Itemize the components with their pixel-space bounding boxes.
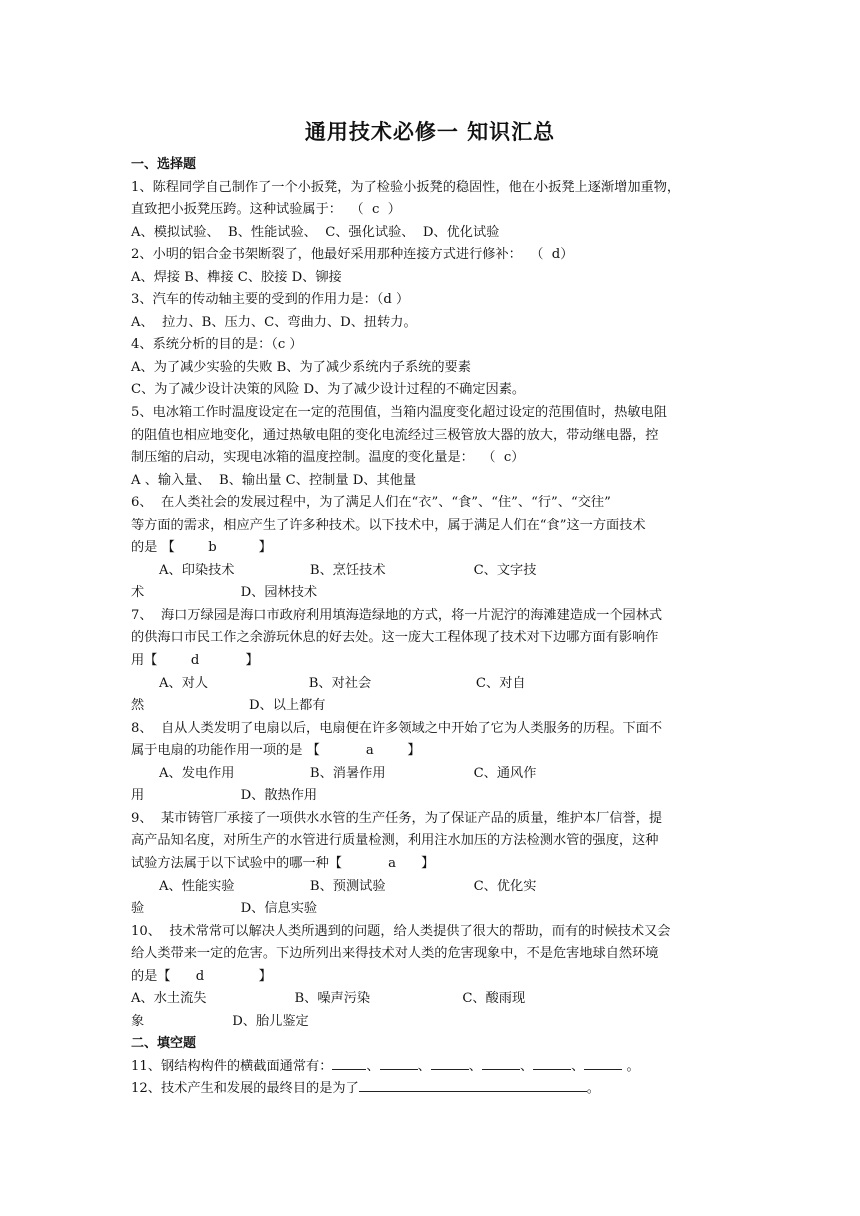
question-4-options-2: C、为了减少设计决策的风险 D、为了减少设计过程的不确定因素。 [131,382,526,398]
question-3-line: 3、汽车的传动轴主要的受到的作用力是：（d ） [131,292,410,308]
question-8-options-1: A、发电作用 B、消暑作用 C、通风作 [159,765,537,781]
question-5-line-2: 的阻值也相应地变化，通过热敏电阻的变化电流经过三极管放大器的放大，带动继电器，控 [131,427,659,443]
question-9-options-2: 验 D、信息实验 [131,901,318,917]
answer-blank[interactable] [431,1056,469,1070]
question-10-options-1: A、水土流失 B、噪声污染 C、酸雨现 [131,991,526,1007]
section-heading-choice: 一、选择题 [131,157,197,172]
page-title: 通用技术必修一 知识汇总 [304,120,556,144]
question-10-options-2: 象 D、胎儿鉴定 [131,1013,309,1029]
question-12-text: 12、技术产生和发展的最终目的是为了 [131,1081,359,1097]
question-5-options: A 、输入量、 B、输出量 C、控制量 D、其他量 [131,472,417,488]
separator: 、 [417,1058,431,1074]
answer-blank[interactable] [533,1056,571,1070]
answer-blank[interactable] [482,1056,520,1070]
question-4-options-1: A、为了减少实验的失败 B、为了减少系统内子系统的要素 [131,359,471,375]
answer-blank[interactable] [332,1056,366,1070]
answer-blank[interactable] [380,1056,418,1070]
question-9-line-2: 高产品知名度，对所生产的水管进行质量检测，利用注水加压的方法检测水管的强度，这种 [131,833,659,849]
question-1-line-1: 1、陈程同学自己制作了一个小扳凳，为了检验小扳凳的稳固性，他在小扳凳上逐渐增加重物， [131,179,681,195]
question-7-options-1: A、对人 B、对社会 C、对自 [159,675,526,691]
question-5-line-3: 制压缩的启动，实现电冰箱的温度控制。温度的变化量是： （ c） [131,450,525,466]
question-11-text: 11、钢结构构件的横截面通常有： [131,1058,333,1074]
question-6-line-2: 等方面的需求，相应产生了许多种技术。以下技术中，属于满足人们在“食”这一方面技术 [131,517,646,533]
question-10-line-1: 10、 技术常常可以解决人类所遇到的问题，给人类提供了很大的帮助，而有的时候技术又会 [131,923,671,939]
question-1-options: A、模拟试验、 B、性能试验、 C、强化试验、 D、优化试验 [131,224,500,240]
question-8-line-1: 8、 自从人类发明了电扇以后，电扇便在许多领域之中开始了它为人类服务的历程。下面不 [131,720,663,736]
question-2-options: A、焊接 B、榫接 C、胶接 D、铆接 [131,269,342,285]
question-12-end: 。 [586,1081,600,1097]
question-9-line-1: 9、 某市铸管厂承接了一项供水水管的生产任务，为了保证产品的质量，维护本厂信誉，提 [131,810,663,826]
question-7-options-2: 然 D、以上都有 [131,698,326,714]
answer-blank[interactable] [584,1056,622,1070]
question-6-options-1: A、印染技术 B、烹饪技术 C、文字技 [159,562,537,578]
question-7-line-3: 用【 d 】 [131,653,259,669]
separator: 、 [519,1058,534,1074]
question-1-line-2: 直致把小扳凳压跨。这种试验属于： （ c ） [131,202,401,218]
answer-blank[interactable] [359,1078,587,1092]
question-10-line-3: 的是【 d 】 [131,968,272,984]
question-9-line-3: 试验方法属于以下试验中的哪一种【 a 】 [131,855,435,871]
question-3-options: A、 拉力、B、压力、C、弯曲力、D、扭转力。 [131,314,417,330]
question-6-options-2: 术 D、园林技术 [131,585,318,601]
question-10-line-2: 给人类带来一定的危害。下边所列出来得技术对人类的危害现象中，不是危害地球自然环境 [131,946,659,962]
document-body [131,154,731,1101]
question-9-options-1: A、性能实验 B、预测试验 C、优化实 [159,878,537,894]
question-7-line-1: 7、 海口万绿园是海口市政府利用填海造绿地的方式，将一片泥泞的海滩建造成一个园林式 [131,607,663,623]
question-7-line-2: 的供海口市民工作之余游玩休息的好去处。这一庞大工程体现了技术对下边哪方面有影响作 [131,630,659,646]
question-6-line-1: 6、 在人类社会的发展过程中，为了满足人们在“衣”、“食”、“住”、“行”、“交往” [131,495,611,511]
separator: 、 [366,1058,380,1074]
question-8-options-2: 用 D、散热作用 [131,788,318,804]
question-2-line: 2、小明的铝合金书架断裂了，他最好采用那种连接方式进行修补： （ d） [131,247,574,263]
separator: 、 [571,1058,585,1074]
question-6-line-3: 的是 【 b 】 [131,540,272,556]
separator: 、 [468,1058,482,1074]
section-heading-fill: 二、填空题 [131,1036,197,1052]
question-5-line-1: 5、电冰箱工作时温度设定在一定的范围值，当箱内温度变化超过设定的范围值时，热敏电阻 [131,405,667,421]
question-11-line [131,1056,731,1079]
question-11-end: 。 [622,1058,640,1074]
question-12-line [131,1078,731,1101]
question-4-line: 4、系统分析的目的是：（c ） [131,337,303,353]
question-8-line-2: 属于电扇的功能作用一项的是 【 a 】 [131,743,421,759]
